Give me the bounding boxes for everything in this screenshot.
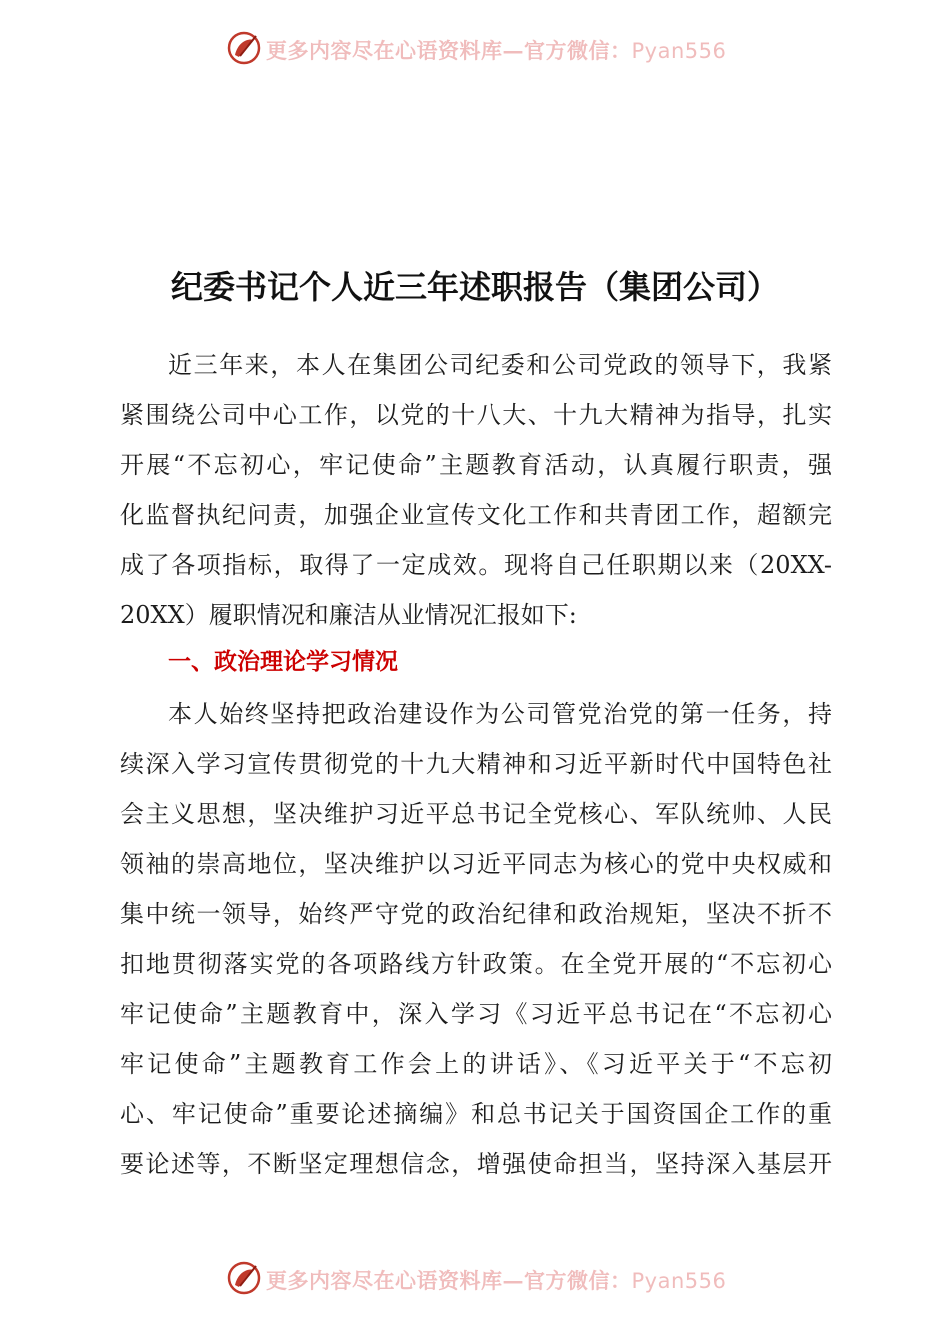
paragraph-2-line: 心、牢记使命”重要论述摘编》和总书记关于国资国企工作的重 <box>120 1100 832 1128</box>
watermark-wechat-id: Pyan556 <box>631 1269 727 1293</box>
paragraph-2-line: 本人始终坚持把政治建设作为公司管党治党的第一任务，持 <box>168 700 832 728</box>
paragraph-2-line: 领袖的崇高地位，坚决维护以习近平同志为核心的党中央权威和 <box>120 850 832 878</box>
paragraph-2-line: 续深入学习宣传贯彻党的十九大精神和习近平新时代中国特色社 <box>120 750 832 778</box>
paragraph-1-line: 化监督执纪问责，加强企业宣传文化工作和共青团工作，超额完 <box>120 501 832 529</box>
brand-logo-icon <box>226 30 262 66</box>
paragraph-2-line: 牢记使命”主题教育中，深入学习《习近平总书记在“不忘初心 <box>120 1000 832 1028</box>
paragraph-2-line: 要论述等，不断坚定理想信念，增强使命担当，坚持深入基层开 <box>120 1150 832 1178</box>
brand-logo-icon <box>226 1260 262 1296</box>
watermark-text: 更多内容尽在心语资料库—官方微信：Pyan556 <box>266 1268 727 1293</box>
paragraph-1-line: 成了各项指标，取得了一定成效。现将自己任职期以来（20XX- <box>120 551 832 579</box>
paragraph-2-line: 牢记使命”主题教育工作会上的讲话》、《习近平关于“不忘初 <box>120 1050 832 1078</box>
section-heading: 一、政治理论学习情况 <box>168 649 398 675</box>
watermark-wechat-id: Pyan556 <box>631 39 727 63</box>
paragraph-2-line: 扣地贯彻落实党的各项路线方针政策。在全党开展的“不忘初心 <box>120 950 832 978</box>
paragraph-2-line: 集中统一领导，始终严守党的政治纪律和政治规矩，坚决不折不 <box>120 900 832 928</box>
watermark-text: 更多内容尽在心语资料库—官方微信：Pyan556 <box>266 38 727 63</box>
paragraph-1-line: 紧围绕公司中心工作，以党的十八大、十九大精神为指导，扎实 <box>120 401 832 429</box>
paragraph-1-line: 开展“不忘初心，牢记使命”主题教育活动，认真履行职责，强 <box>120 451 832 479</box>
watermark-footer <box>0 1258 950 1298</box>
document-title: 纪委书记个人近三年述职报告（集团公司） <box>170 268 779 306</box>
paragraph-2-line: 会主义思想，坚决维护习近平总书记全党核心、军队统帅、人民 <box>120 800 832 828</box>
paragraph-1-line: 近三年来，本人在集团公司纪委和公司党政的领导下，我紧 <box>168 351 832 379</box>
paragraph-1-line: 20XX）履职情况和廉洁从业情况汇报如下: <box>120 601 577 629</box>
watermark-header <box>0 28 950 68</box>
